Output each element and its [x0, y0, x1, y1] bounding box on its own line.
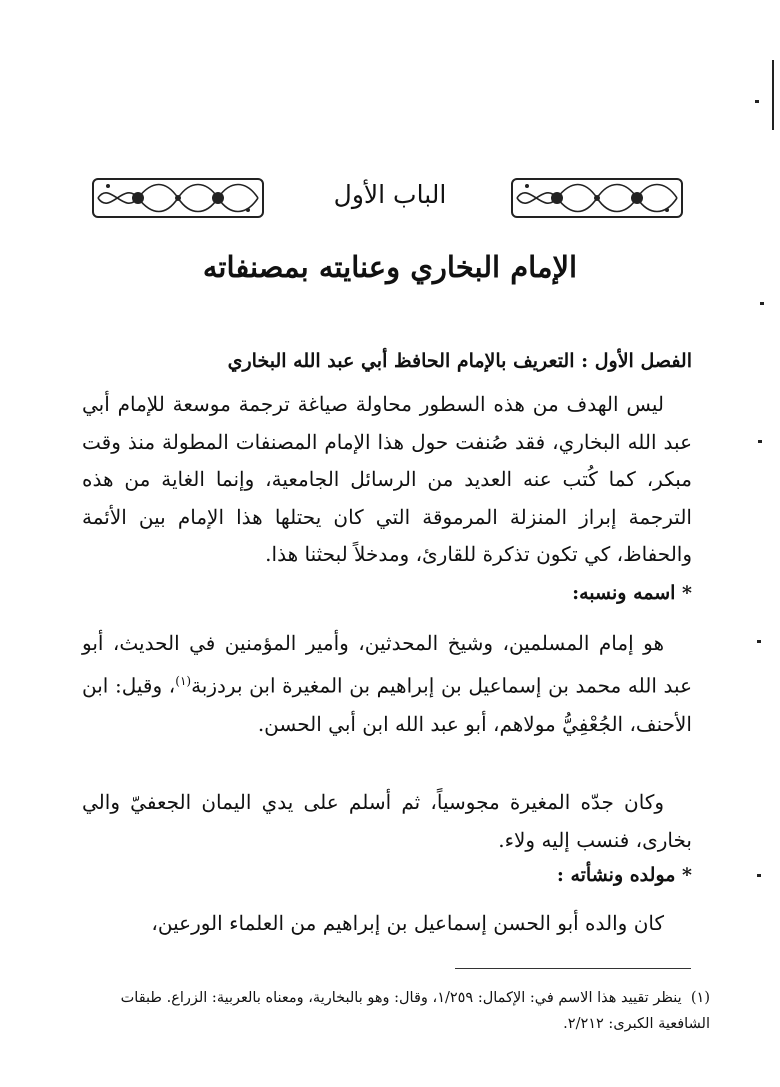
- birth-upbringing-heading: * مولده ونشأته :: [556, 864, 692, 886]
- name-paragraph-text-continued: ، وقيل: ابن الأحنف، الجُعْفِيُّ مولاهم، أبو عبد الله ابن أبي الحسن.: [82, 673, 692, 736]
- name-paragraph-text: هو إمام المسلمين، وشيخ المحدثين، وأمير المؤمنين في الحديث، أبو عبد الله محمد بن إسماعيل بن إبراهيم بن المغيرة ابن بردزبة: [82, 631, 693, 698]
- birth-paragraph: [82, 904, 692, 942]
- header-ornament-right: [509, 176, 685, 220]
- section-heading: الفصل الأول : التعريف بالإمام الحافظ أبي عبد الله البخاري: [227, 350, 692, 372]
- grandfather-paragraph: [82, 783, 692, 859]
- edge-mark: [757, 640, 761, 643]
- footnote-text: ينظر تقييد هذا الاسم في: الإكمال: ١/٢٥٩، وقال: وهو بالبخارية، ومعناه بالعربية: الزراع. طبقات الشافعية الكبرى: ٢/٢١٢.: [120, 990, 710, 1032]
- page-edge-line: [772, 60, 774, 130]
- footnote: [70, 985, 710, 1037]
- edge-mark: [757, 874, 761, 877]
- edge-mark: [760, 302, 764, 305]
- edge-mark: [758, 440, 762, 443]
- name-lineage-heading: * اسمه ونسبه:: [572, 582, 692, 604]
- name-paragraph: [82, 624, 692, 743]
- intro-paragraph: [82, 386, 692, 574]
- header-ornament-left: [90, 176, 266, 220]
- edge-mark: [755, 100, 759, 103]
- footnote-separator: [455, 968, 691, 969]
- footnote-number: (١): [690, 990, 710, 1006]
- intro-paragraph-text: ليس الهدف من هذه السطور محاولة صياغة ترجمة موسعة للإمام أبي عبد الله البخاري، فقد صُنفت حول هذا الإمام المصنفات المطولة منذ وقت مبكر، كما كُتب عنه العديد من الرسائل الجامعية، وإنما الغاية من هذه الترجمة إبراز المنزلة المرموقة التي كان يحتلها هذا الإمام بين الأئمة والحفاظ، كي تكون تذكرة للقارئ، ومدخلاً لبحثنا هذا.: [82, 392, 692, 567]
- grandfather-paragraph-text: وكان جدّه المغيرة مجوسياً، ثم أسلم على يدي اليمان الجعفيّ والي بخارى، فنسب إليه ولاء.: [82, 790, 692, 852]
- footnote-reference: (١): [175, 674, 192, 688]
- birth-paragraph-text: كان والده أبو الحسن إسماعيل بن إبراهيم من العلماء الورعين،: [151, 911, 664, 935]
- part-title: الباب الأول: [333, 180, 447, 209]
- chapter-title: الإمام البخاري وعنايته بمصنفاته: [202, 250, 578, 284]
